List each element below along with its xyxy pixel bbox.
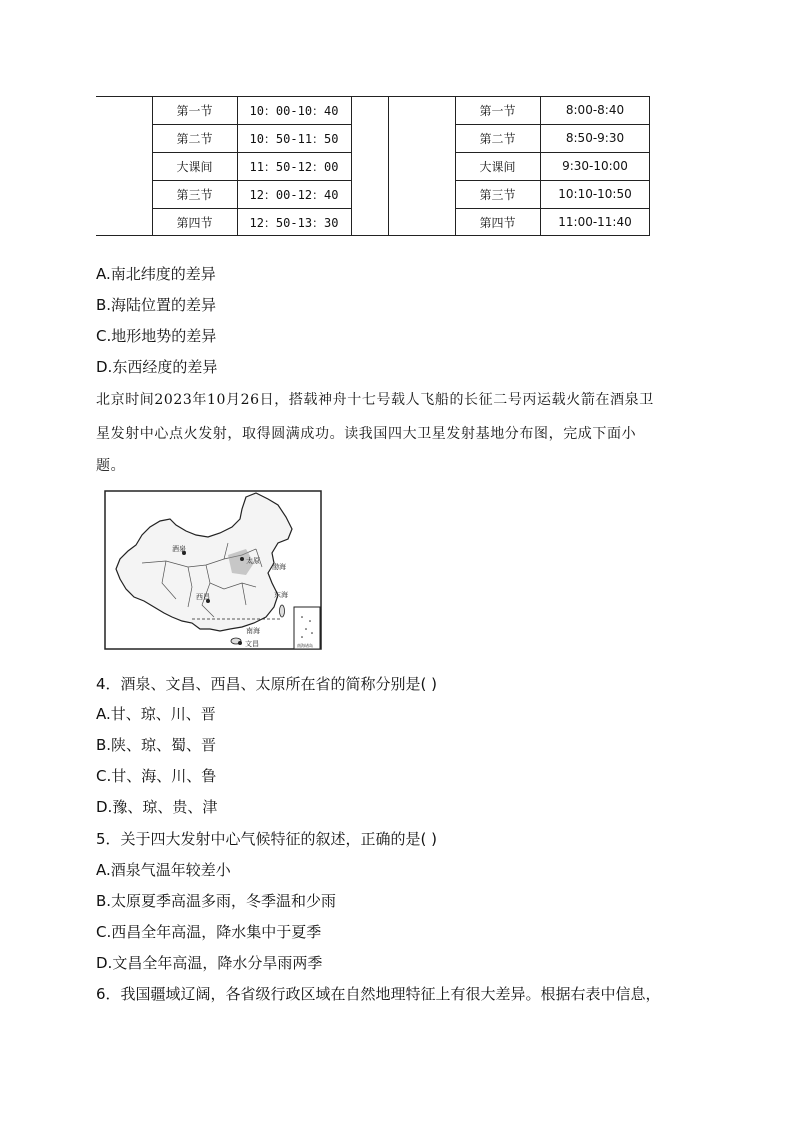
intro-line-3: 题。 [96, 458, 126, 474]
period-name: 大课间 [479, 159, 516, 174]
period-time: 9:30-10:00 [562, 159, 628, 173]
period-name: 第三节 [479, 187, 516, 202]
q5-option-d: D.文昌全年高温，降水分旱雨两季 [96, 954, 323, 972]
q4-option-b: B.陕、琼、蜀、晋 [96, 736, 217, 754]
label-nanhai: 南海 [246, 627, 260, 635]
q3-option-d: D.东西经度的差异 [96, 358, 218, 376]
period-name: 第三节 [176, 187, 213, 202]
q4-option-c: C.甘、海、川、鲁 [96, 767, 217, 785]
q3-option-b: B.海陆位置的差异 [96, 296, 217, 314]
period-time: 11：50-12：00 [249, 159, 339, 174]
label-inset: 南海诸岛 [297, 643, 313, 648]
q4-option-d: D.豫、琼、贵、津 [96, 798, 218, 816]
period-name: 第四节 [479, 215, 516, 230]
period-time: 12：00-12：40 [249, 187, 339, 202]
q5-stem: 5．关于四大发射中心气候特征的叙述，正确的是( ) [96, 830, 438, 848]
period-name: 第二节 [176, 131, 213, 146]
period-name: 第四节 [176, 215, 213, 230]
q5-option-c: C.西昌全年高温，降水集中于夏季 [96, 923, 322, 941]
wenchang-marker [238, 641, 242, 645]
taiwan-island [280, 605, 285, 617]
q6-stem: 6．我国疆域辽阔，各省级行政区域在自然地理特征上有很大差异。根据右表中信息， [96, 985, 661, 1003]
schedule-table [96, 96, 650, 236]
q5-option-b: B.太原夏季高温多雨，冬季温和少雨 [96, 892, 337, 910]
period-name: 大课间 [176, 159, 213, 174]
period-name: 第二节 [479, 131, 516, 146]
q5-option-a: A.酒泉气温年较差小 [96, 861, 231, 879]
period-time: 10：50-11：50 [249, 131, 339, 146]
period-time: 10:10-10:50 [558, 187, 632, 201]
label-donghai: 东海 [274, 591, 288, 599]
table-col-line [388, 96, 389, 236]
taiwan-marker [240, 557, 244, 561]
q3-option-c: C.地形地势的差异 [96, 327, 217, 345]
intro-line-1: 北京时间2023年10月26日，搭载神舟十七号载人飞船的长征二号丙运载火箭在酒泉卫 [96, 392, 654, 408]
period-time: 12：50-13：30 [249, 215, 339, 230]
label-jiuquan: 酒泉 [172, 545, 186, 553]
label-bohai: 渤海 [272, 563, 286, 571]
period-name: 第一节 [176, 103, 213, 118]
launch-sites-map [96, 483, 339, 655]
period-time: 11:00-11:40 [558, 215, 632, 229]
q4-option-a: A.甘、琼、川、晋 [96, 705, 216, 723]
label-xichang: 西昌 [196, 593, 210, 601]
period-time: 8:50-9:30 [565, 131, 625, 145]
intro-line-2: 星发射中心点火发射，取得圆满成功。读我国四大卫星发射基地分布图，完成下面小 [96, 426, 637, 442]
q4-stem: 4．酒泉、文昌、西昌、太原所在省的简称分别是( ) [96, 675, 438, 693]
period-time: 10：00-10：40 [249, 103, 339, 118]
q3-option-a: A.南北纬度的差异 [96, 265, 216, 283]
label-wenchang: 文昌 [245, 640, 259, 648]
label-taiyuan: 太原 [246, 557, 260, 565]
period-time: 8:00-8:40 [565, 103, 625, 117]
period-name: 第一节 [479, 103, 516, 118]
table-col-line [351, 96, 352, 236]
